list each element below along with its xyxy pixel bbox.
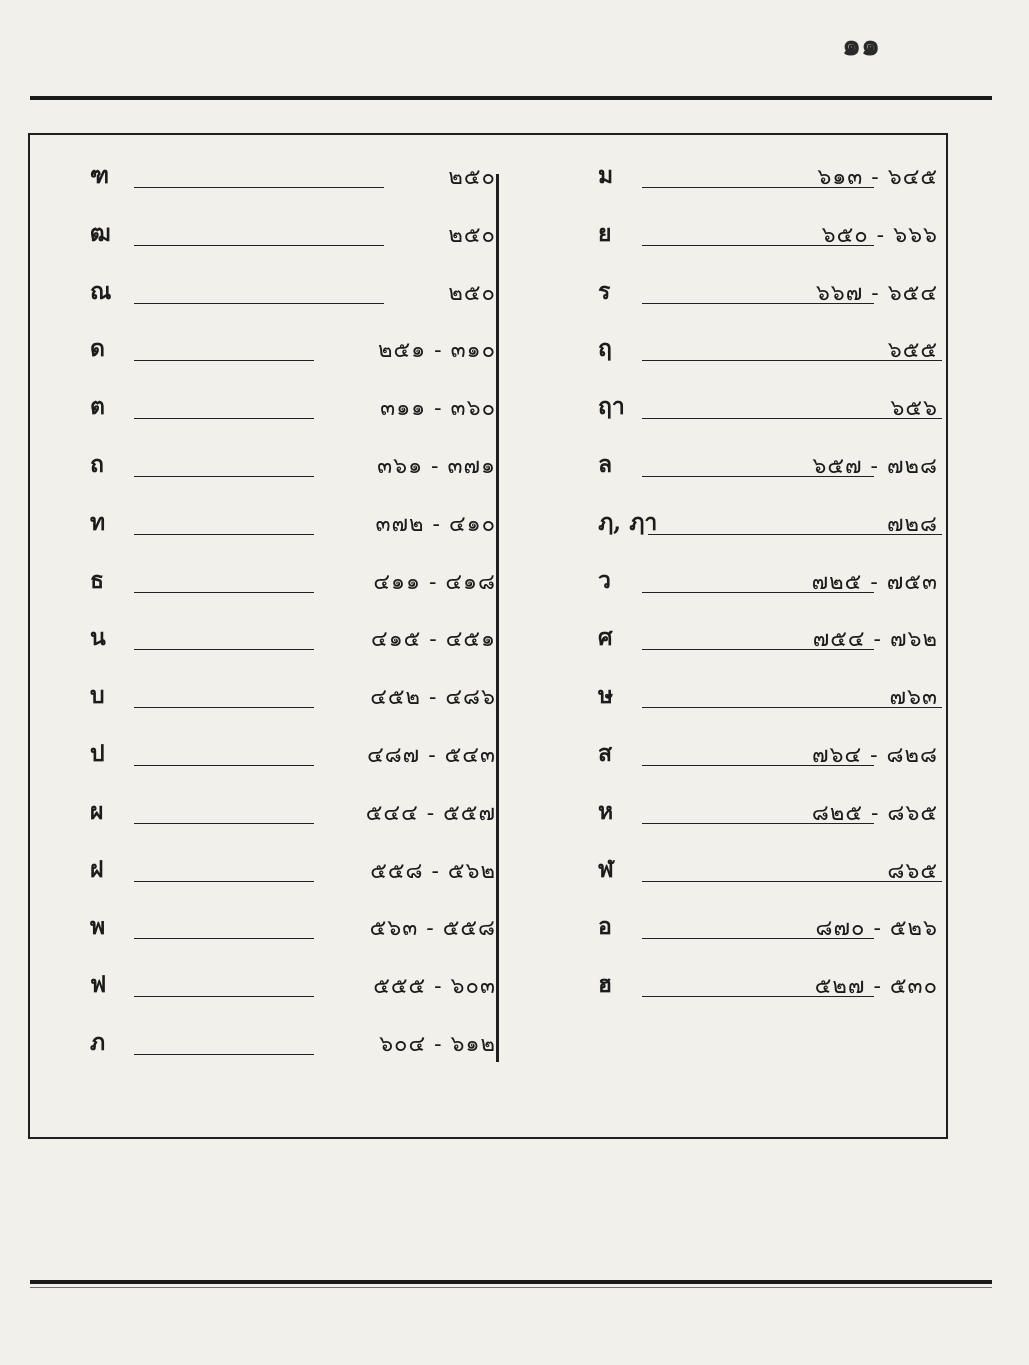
page-range: ๖๕๖ <box>890 396 938 422</box>
index-entry <box>598 854 938 894</box>
page-range: ๗๒๘ <box>886 511 938 537</box>
bottom-rule-thin <box>30 1287 992 1288</box>
leader-line <box>134 823 314 824</box>
page-range: ๕๖๓ - ๕๕๘ <box>369 916 496 942</box>
index-letter: ฟ <box>90 971 107 999</box>
leader-line <box>134 245 384 246</box>
index-entry <box>90 218 496 258</box>
leader-line <box>134 418 314 419</box>
index-entry <box>598 160 938 200</box>
index-letter: ห <box>598 797 614 825</box>
index-entry <box>90 391 496 431</box>
leader-line <box>134 707 314 708</box>
page-range: ๘๒๕ - ๘๖๕ <box>811 800 938 826</box>
page-range: ๔๕๒ - ๔๘๖ <box>370 685 496 711</box>
page-range: ๔๑๑ - ๔๑๘ <box>373 569 496 595</box>
index-entry <box>90 854 496 894</box>
leader-line <box>134 476 314 477</box>
page-range: ๖๖๗ - ๖๕๔ <box>815 280 938 306</box>
page-range: ๖๑๓ - ๖๔๕ <box>817 165 938 190</box>
index-entry <box>598 622 938 662</box>
page-range: ๗๖๓ <box>889 685 938 711</box>
leader-line <box>134 187 384 188</box>
index-entry <box>598 911 938 951</box>
page-range: ๓๗๒ - ๔๑๐ <box>375 511 496 537</box>
index-letter: ป <box>90 740 105 767</box>
index-letter: ภ <box>90 1029 106 1056</box>
page-range: ๒๕๑ - ๓๑๐ <box>378 338 496 364</box>
leader-line <box>134 592 314 593</box>
index-entry <box>598 507 938 547</box>
index-entry <box>90 680 496 720</box>
index-letter: อ <box>598 913 612 941</box>
index-letter: ฤ <box>598 335 612 363</box>
leader-line <box>134 881 314 882</box>
index-letter: ส <box>598 740 613 767</box>
page-range: ๖๐๔ - ๖๑๒ <box>379 1032 496 1057</box>
column-divider <box>496 174 499 1062</box>
index-letter: ฤา <box>598 393 625 421</box>
page-range: ๖๕๕ <box>887 338 938 364</box>
index-letter: ฒ <box>90 219 111 247</box>
index-letter: ผ <box>90 797 104 825</box>
index-entry <box>598 680 938 720</box>
page-range: ๗๒๕ - ๗๕๓ <box>811 569 938 595</box>
page-range: ๒๕๐ <box>448 280 496 306</box>
index-letter: ณ <box>90 277 112 305</box>
index-entry <box>90 911 496 951</box>
index-entry <box>598 333 938 373</box>
leader-line <box>134 303 384 304</box>
page-range: ๕๒๗ - ๕๓๐ <box>814 974 938 1000</box>
page-range: ๗๕๔ - ๗๖๒ <box>812 627 938 653</box>
index-letter: ษ <box>598 682 614 710</box>
index-entry <box>90 507 496 547</box>
index-entry <box>90 276 496 316</box>
index-entry <box>598 565 938 605</box>
index-letter: ต <box>90 393 105 421</box>
index-letter: ย <box>598 219 612 247</box>
index-entry <box>598 391 938 431</box>
index-letter: ศ <box>598 624 613 652</box>
leader-line <box>134 1054 314 1055</box>
index-letter: ฬ <box>598 855 614 883</box>
leader-line <box>134 360 314 361</box>
index-entry <box>90 565 496 605</box>
leader-line <box>134 765 314 766</box>
index-entry <box>598 969 938 1009</box>
index-entry <box>598 218 938 258</box>
page-range: ๘๖๕ <box>887 858 938 884</box>
leader-line <box>134 938 314 939</box>
bottom-rule <box>30 1280 992 1284</box>
index-letter: ธ <box>90 566 105 594</box>
page-range: ๔๑๕ - ๔๕๑ <box>371 627 496 653</box>
index-entry <box>90 449 496 489</box>
top-rule <box>30 96 992 100</box>
page-range: ๔๘๗ - ๕๔๓ <box>367 743 496 768</box>
index-letter: ฦ, ฦา <box>598 508 658 536</box>
index-letter: พ <box>90 913 106 941</box>
page-range: ๖๕๗ - ๗๒๘ <box>812 454 938 479</box>
index-entry <box>598 796 938 836</box>
page-range: ๕๕๘ - ๕๖๒ <box>370 858 496 884</box>
leader-line <box>134 534 314 535</box>
page-range: ๖๕๐ - ๖๖๖ <box>821 222 938 248</box>
index-letter: ล <box>598 451 613 478</box>
index-entry <box>90 1027 496 1067</box>
index-entry <box>90 160 496 200</box>
index-letter: น <box>90 624 106 652</box>
index-letter: ร <box>598 277 611 305</box>
index-entry <box>90 738 496 778</box>
index-letter: ว <box>598 566 611 594</box>
index-letter: ด <box>90 335 105 363</box>
index-letter: ท <box>90 508 106 536</box>
index-entry <box>90 622 496 662</box>
index-letter: ฮ <box>598 971 613 999</box>
leader-line <box>134 996 314 997</box>
index-entry <box>598 449 938 489</box>
index-letter: ฑ <box>90 162 110 189</box>
index-entry <box>598 276 938 316</box>
index-letter: บ <box>90 682 105 710</box>
letter-index-box <box>28 133 948 1139</box>
index-entry <box>90 333 496 373</box>
page-range: ๒๕๐ <box>448 165 496 190</box>
page-number: ๑๑ <box>842 28 881 63</box>
page-range: ๓๖๑ - ๓๗๑ <box>377 454 496 479</box>
index-letter: ฝ <box>90 855 104 883</box>
leader-line <box>134 649 314 650</box>
index-entry <box>90 796 496 836</box>
page-range: ๒๕๐ <box>448 222 496 248</box>
page-range: ๓๑๑ - ๓๖๐ <box>380 396 496 422</box>
index-entry <box>598 738 938 778</box>
page-range: ๕๕๕ - ๖๐๓ <box>373 974 496 1000</box>
page-range: ๗๖๔ - ๘๒๘ <box>811 743 938 768</box>
page-range: ๘๗๐ - ๕๒๖ <box>815 916 938 942</box>
page-range: ๕๔๔ - ๕๕๗ <box>365 800 496 826</box>
index-letter: ถ <box>90 451 104 478</box>
index-entry <box>90 969 496 1009</box>
index-letter: ม <box>598 162 614 189</box>
